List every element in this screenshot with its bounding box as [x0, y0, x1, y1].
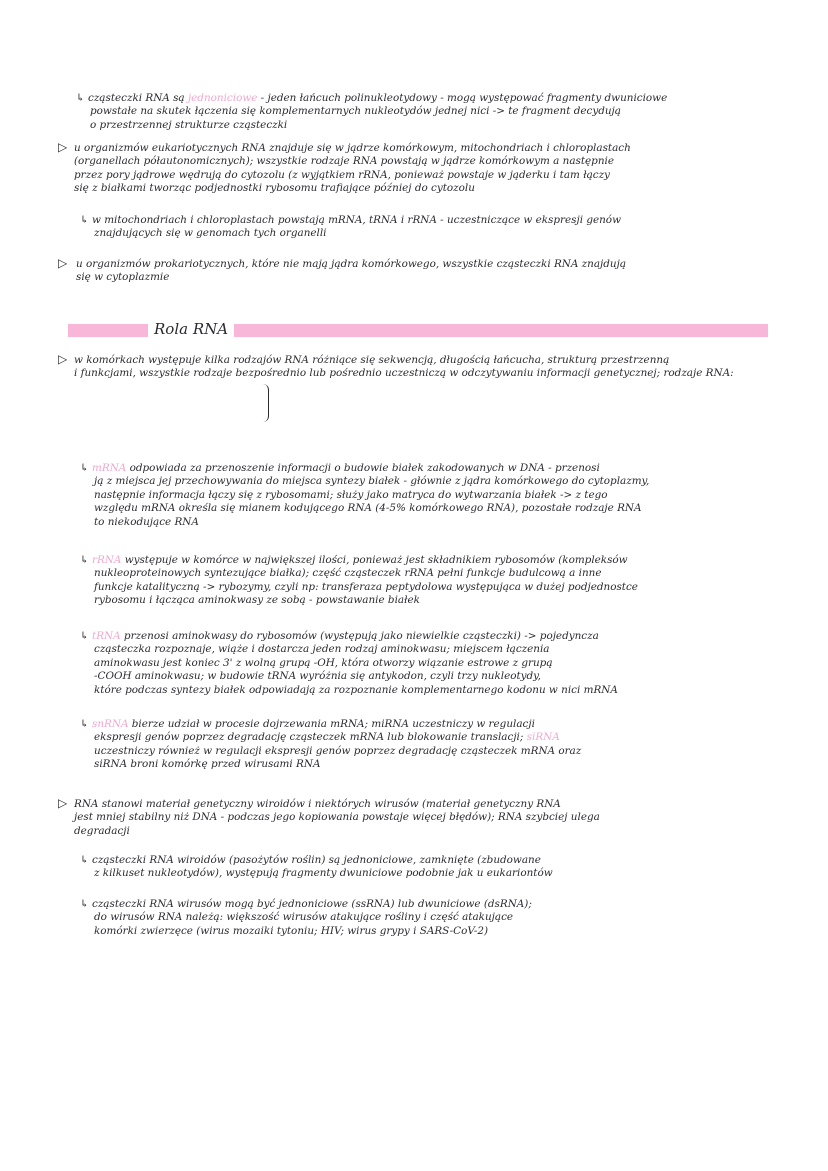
note-block-3	[80, 214, 621, 241]
text-line: -COOH aminokwasu; w budowie tRNA wyróżnia się antykodon, czyli trzy nukleotydy,	[94, 670, 541, 683]
note-block-5	[74, 354, 734, 381]
text-line: ↳ snRNA bierze udział w procesie dojrzewania mRNA; miRNA uczestniczy w regulacji	[80, 718, 535, 730]
highlighted-term: mRNA	[92, 462, 127, 474]
highlighted-term: snRNA	[92, 718, 129, 730]
text-line: nukleoproteinowych syntezujące białka); część cząsteczek rRNA pełni funkcje budulcową a inne	[94, 567, 602, 580]
text-line: ↳ tRNA przenosi aminokwasy do rybosomów (występują jako niewielkie cząsteczki) -> pojedyncza	[80, 630, 599, 642]
note-block-trna	[80, 630, 618, 697]
highlighted-term: jednoniciowe	[187, 92, 258, 104]
note-block-4	[76, 258, 626, 285]
text-line: komórki zwierzęce (wirus mozaiki tytoniu; HIV; wirus grypy i SARS-CoV-2)	[94, 924, 489, 937]
text-line: ↳ cząsteczki RNA są jednoniciowe - jeden łańcuch polinukleotydowy - mogą występować fragmenty dwuniciowe	[76, 92, 668, 104]
text-line: ekspresji genów poprzez degradację cząsteczek mRNA lub blokowanie translacji; siRNA	[94, 731, 560, 744]
text-line: jest mniej stabilny niż DNA - podczas jego kopiowania powstaje więcej błędów); RNA szybciej ulega	[74, 811, 600, 824]
note-block-viroids	[74, 798, 600, 838]
text-line: RNA stanowi materiał genetyczny wiroidów i niektórych wirusów (materiał genetyczny RNA	[74, 798, 561, 810]
text-line: funkcje katalityczną -> rybozymy, czyli np: transferaza peptydolowa występująca w dużej podjednostce	[94, 580, 638, 593]
text-line: ↳ cząsteczki RNA wiroidów (pasożytów roślin) są jednoniciowe, zamknięte (zbudowane	[80, 854, 541, 866]
text-line: przez pory jądrowe wędrują do cytozolu (z wyjątkiem rRNA, ponieważ powstaje w jąderku i tam łączy	[74, 168, 610, 181]
text-line: ↳ rRNA występuje w komórce w największej ilości, ponieważ jest składnikiem rybosomów (kompleksów	[80, 554, 628, 566]
text-line: rybosomu i łącząca aminokwasy ze sobą - powstawanie białek	[94, 594, 420, 607]
triangle-bullet-icon: ▷	[58, 256, 68, 270]
note-block-rrna	[80, 554, 638, 608]
text-line: o przestrzennej strukturze cząsteczki	[90, 118, 288, 131]
text-line: ↳ cząsteczki RNA wirusów mogą być jednoniciowe (ssRNA) lub dwuniciowe (dsRNA);	[80, 898, 532, 910]
triangle-bullet-icon: ▷	[58, 352, 68, 366]
text-line: uczestniczy również w regulacji ekspresji genów poprzez degradację cząsteczek mRNA oraz	[94, 744, 582, 757]
text-line: i funkcjami, wszystkie rodzaje bezpośrednio lub pośrednio uczestniczą w odczytywaniu informacji genetycznej; rodzaje RNA:	[74, 367, 734, 380]
text-line: u organizmów eukariotycznych RNA znajduje się w jądrze komórkowym, mitochondriach i chloroplastach	[74, 142, 631, 154]
text-line: następnie informacja łączy się z rybosomami; służy jako matryca do wytwarzania białek -> z tego	[94, 488, 608, 501]
triangle-bullet-icon: ▷	[58, 796, 68, 810]
highlighted-term: rRNA	[92, 554, 122, 566]
text-line: siRNA broni komórkę przed wirusami RNA	[94, 758, 321, 771]
text-line: się z białkami tworząc podjednostki rybosomu trafiające później do cytozolu	[74, 182, 475, 195]
text-line: cząsteczka rozpoznaje, wiąże i dostarcza jeden rodzaj aminokwasu; miejscem łączenia	[94, 643, 550, 656]
note-block-2	[74, 142, 631, 196]
highlighted-term: siRNA	[526, 731, 560, 744]
text-line: z kilkuset nukleotydów), występują fragmenty dwuniciowe podobnie jak u eukariontów	[94, 867, 553, 880]
note-block-virus-rna	[80, 898, 532, 938]
note-block-1	[76, 92, 667, 132]
text-line: degradacji	[74, 824, 130, 837]
section-title: Rola RNA	[148, 318, 234, 340]
highlighted-term: tRNA	[92, 630, 121, 642]
text-line: ↳ w mitochondriach i chloroplastach powstają mRNA, tRNA i rRNA - uczestniczące w ekspresji genów	[80, 214, 621, 226]
note-block-viroid-rna	[80, 854, 553, 881]
text-line: do wirusów RNA należą: większość wirusów atakujące rośliny i część atakujące	[94, 911, 514, 924]
text-line: u organizmów prokariotycznych, które nie mają jądra komórkowego, wszystkie cząsteczki RNA znajdują	[76, 258, 627, 270]
text-line: powstałe na skutek łączenia się komplementarnych nukleotydów jednej nici -> te fragment decydują	[90, 105, 621, 118]
text-line: aminokwasu jest koniec 3' z wolną grupą -OH, która otworzy wiązanie estrowe z grupą	[94, 656, 553, 669]
text-line: ją z miejsca jej przechowywania do miejsca syntezy białek - głównie z jądra komórkowego do cytoplazmy,	[94, 475, 650, 488]
text-line: (organellach półautonomicznych); wszystkie rodzaje RNA powstają w jądrze komórkowym a następnie	[74, 155, 614, 168]
text-line: w komórkach występuje kilka rodzajów RNA różniące się sekwencją, długością łańcucha, strukturą przestrzenną	[74, 354, 670, 366]
text-line: które podczas syntezy białek odpowiadają za rozpoznanie komplementarnego kodonu w nici mRNA	[94, 683, 618, 696]
note-block-mrna	[80, 462, 649, 529]
text-line: to niekodujące RNA	[94, 515, 199, 528]
text-line: się w cytoplazmie	[76, 271, 170, 284]
triangle-bullet-icon: ▷	[58, 140, 68, 154]
text-line: ↳ mRNA odpowiada za przenoszenie informacji o budowie białek zakodowanych w DNA - przenosi	[80, 462, 600, 474]
grouping-brace	[262, 384, 269, 422]
text-line: względu mRNA określa się mianem kodującego RNA (4-5% komórkowego RNA), pozostałe rodzaje RNA	[94, 502, 642, 515]
text-line: znajdujących się w genomach tych organelli	[94, 227, 327, 240]
note-block-snrna	[80, 718, 581, 772]
